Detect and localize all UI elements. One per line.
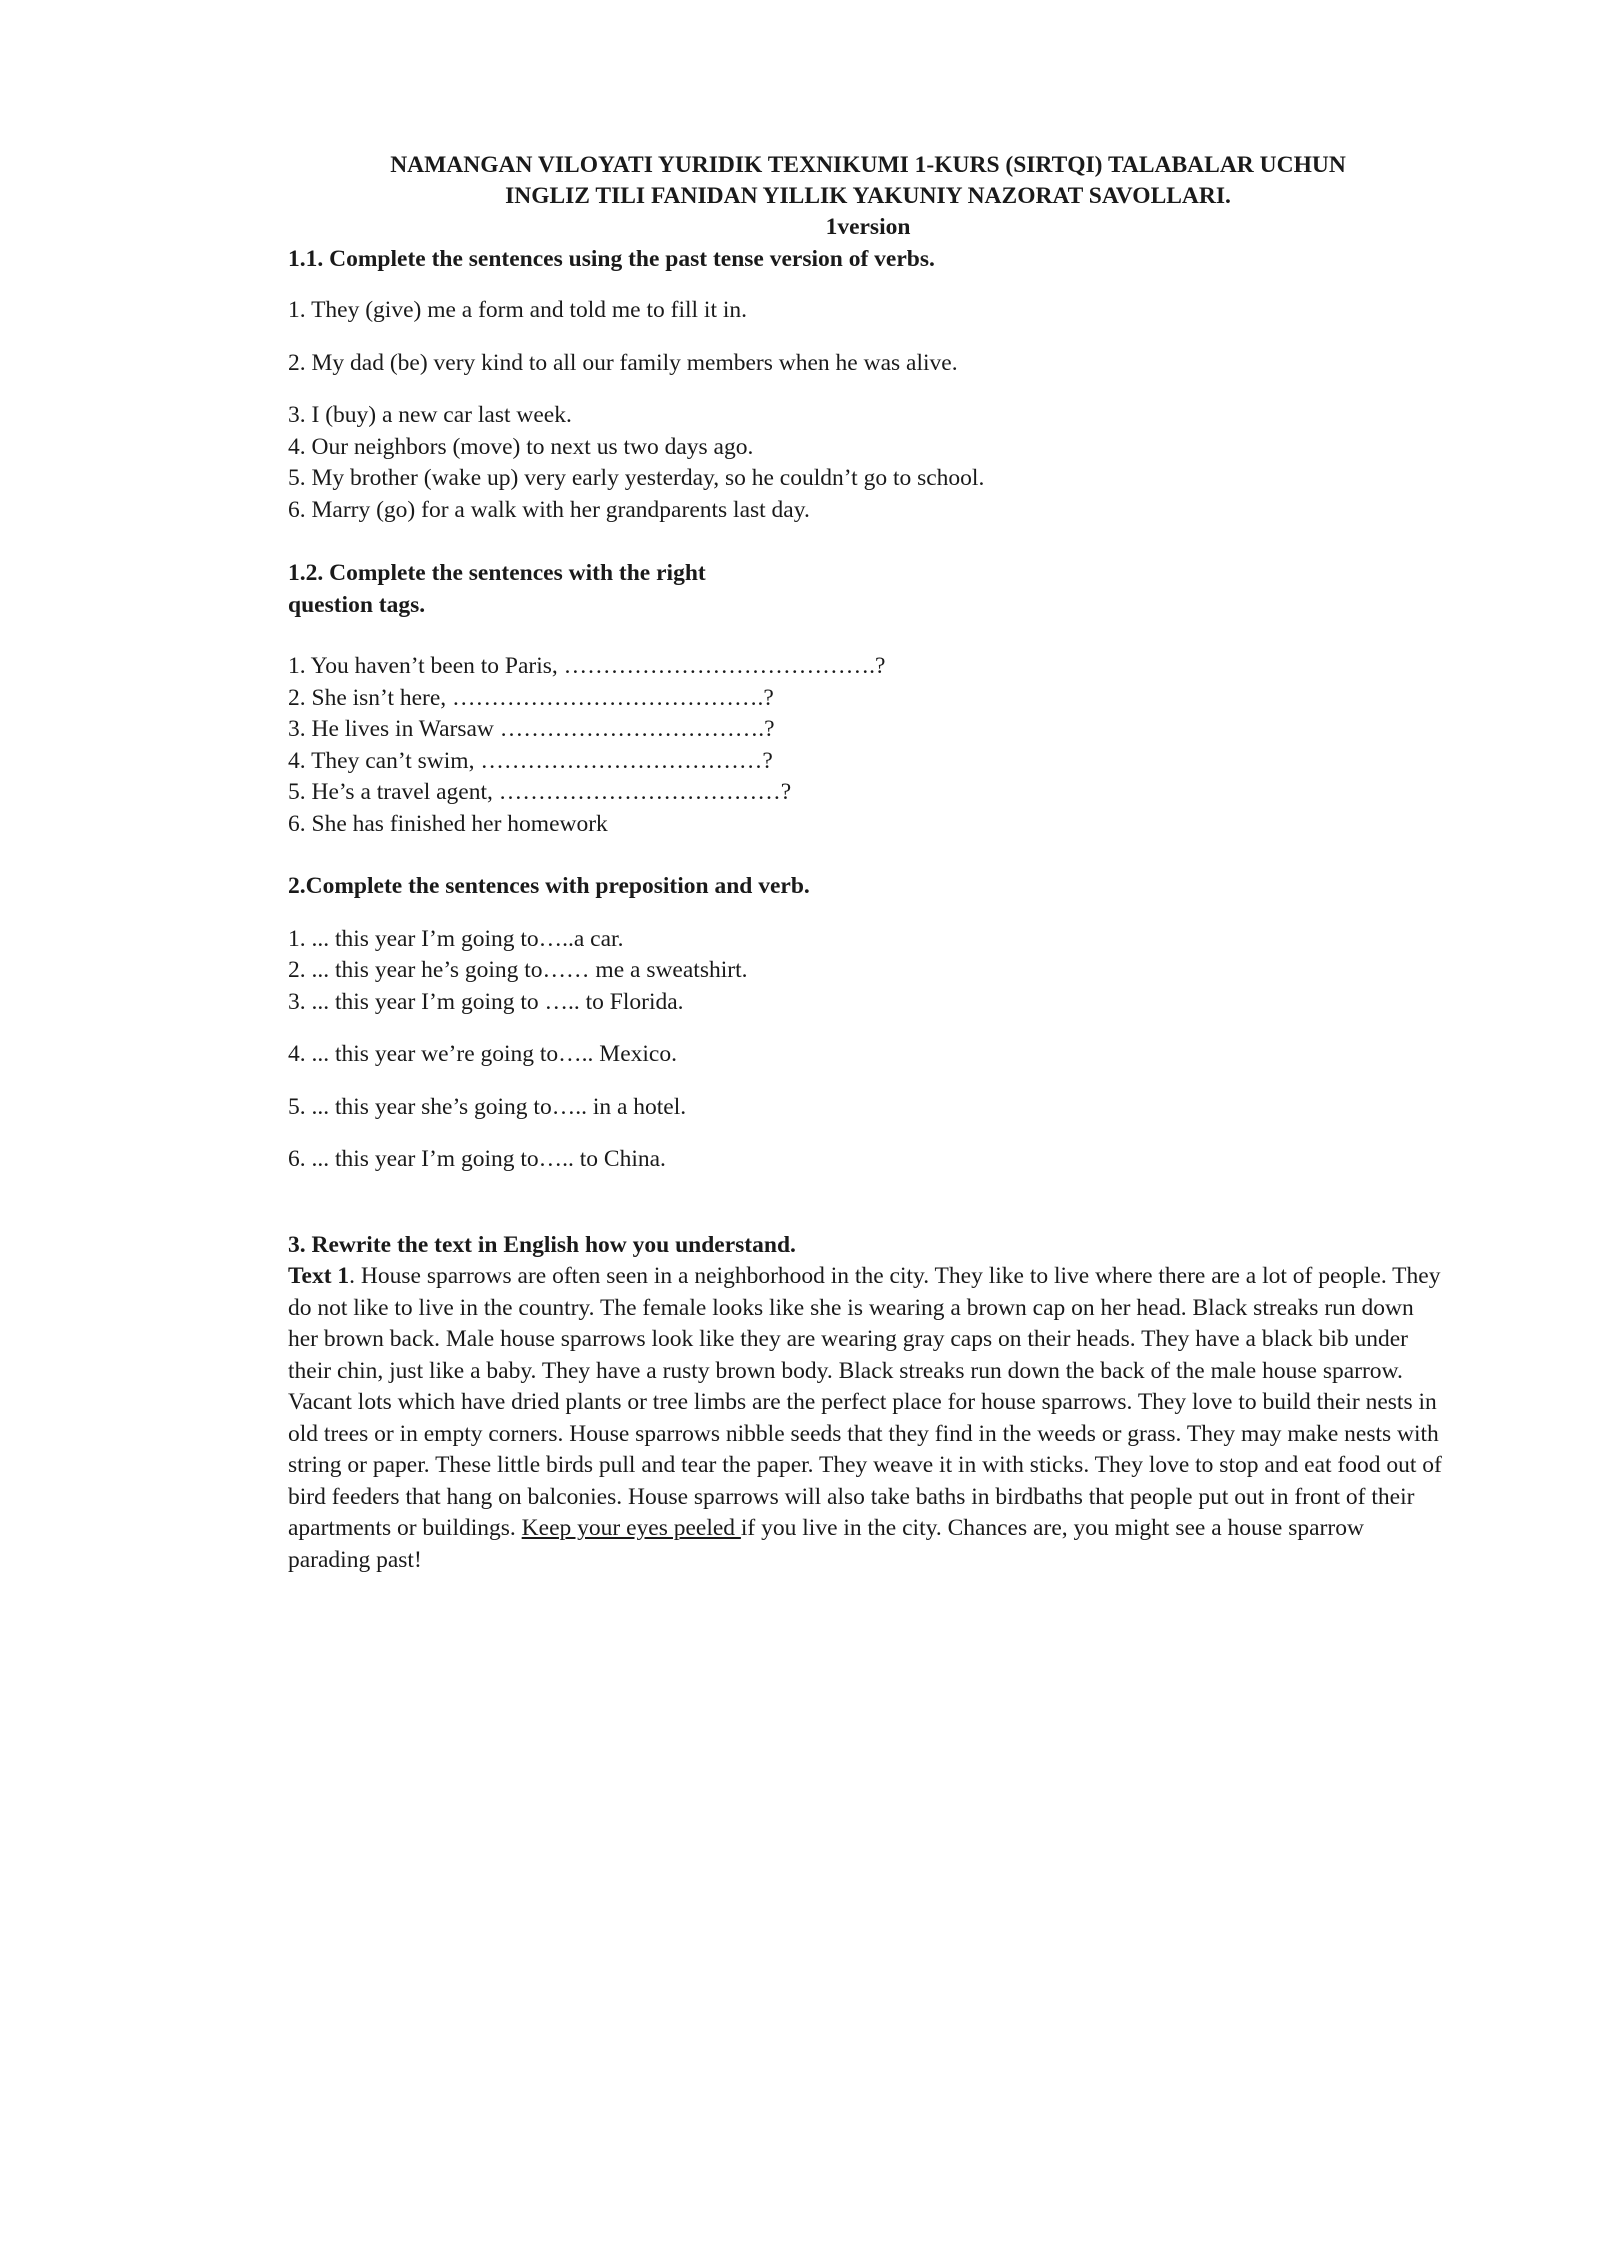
section-1-1-list — [288, 295, 1448, 526]
list-item: 6. Marry (go) for a walk with her grandparents last day. — [288, 496, 810, 523]
list-item: 4. They can’t swim, ………………………………? — [288, 747, 773, 774]
list-item: 2. My dad (be) very kind to all our family members when he was alive. — [288, 349, 958, 376]
list-item: 3. I (buy) a new car last week. — [288, 402, 572, 428]
list-item: 5. My brother (wake up) very early yesterday, so he couldn’t go to school. — [288, 465, 985, 491]
list-item: 1. ... this year I’m going to…..a car. — [288, 925, 624, 952]
passage-text-after: if you live in the city. Chances are, you might see a house sparrow parading past! — [288, 1515, 1364, 1573]
list-item: 2. ... this year he’s going to…… me a sweatshirt. — [288, 957, 748, 983]
list-item: 3. He lives in Warsaw …………………………….? — [288, 716, 775, 742]
document-title-line-1: NAMANGAN VILOYATI YURIDIK TEXNIKUMI 1-KURS (SIRTQI) TALABALAR UCHUN — [390, 152, 1346, 178]
document-title-line-2: INGLIZ TILI FANIDAN YILLIK YAKUNIY NAZORAT SAVOLLARI. — [505, 183, 1231, 209]
section-1-2-list — [288, 651, 1448, 840]
list-item: 3. ... this year I’m going to ….. to Florida. — [288, 988, 684, 1015]
list-item: 1. They (give) me a form and told me to fill it in. — [288, 297, 748, 323]
text-label: Text 1 — [288, 1263, 350, 1289]
list-item: 6. She has finished her homework — [288, 810, 608, 837]
list-item: 5. ... this year she’s going to….. in a hotel. — [288, 1093, 687, 1120]
document-content — [288, 150, 1448, 1576]
section-1-2-heading-line-2: question tags. — [288, 591, 426, 618]
list-item: 4. Our neighbors (move) to next us two days ago. — [288, 433, 754, 460]
section-1-1-heading: 1.1. Complete the sentences using the past tense version of verbs. — [288, 245, 935, 272]
section-2-list — [288, 924, 1448, 1176]
section-2-heading: 2.Complete the sentences with preposition and verb. — [288, 873, 810, 899]
list-item: 6. ... this year I’m going to….. to China. — [288, 1146, 666, 1172]
list-item: 1. You haven’t been to Paris, ………………………………….? — [288, 653, 886, 679]
reading-passage — [288, 1261, 1448, 1576]
list-item: 4. ... this year we’re going to….. Mexico. — [288, 1041, 677, 1067]
passage-underlined-phrase: Keep your eyes peeled — [521, 1515, 741, 1541]
version-heading: 1version — [825, 214, 911, 240]
list-item: 5. He’s a travel agent, ………………………………? — [288, 779, 792, 805]
section-1-2-heading — [288, 558, 1448, 621]
section-1-2-heading-line-1: 1.2. Complete the sentences with the right — [288, 560, 706, 586]
passage-text-before: . House sparrows are often seen in a neighborhood in the city. They like to live where there are a lot of people. They do not like to live in the country. The female looks like she is wearing a brown cap on her head. Black streaks run down her brown back. Male house sparrows look like they are wearing gray caps on their heads. They have a black bib under their chin, just like a baby. They have a rusty brown body. Black streaks run down the back of the male house sparrow. Vacant lots which have dried plants or tree limbs are the perfect place for house sparrows. They love to build their nests in old trees or in empty corners. House sparrows nibble seeds that they find in the weeds or grass. They may make nests with string or paper. These little birds pull and tear the paper. They weave it in with sticks. They love to stop and eat food out of bird feeders that hang on balconies. House sparrows will also take baths in birdbaths that people put out in front of their apartments or buildings. — [288, 1263, 1442, 1541]
section-3-heading: 3. Rewrite the text in English how you understand. — [288, 1231, 796, 1258]
list-item: 2. She isn’t here, ………………………………….? — [288, 684, 774, 711]
